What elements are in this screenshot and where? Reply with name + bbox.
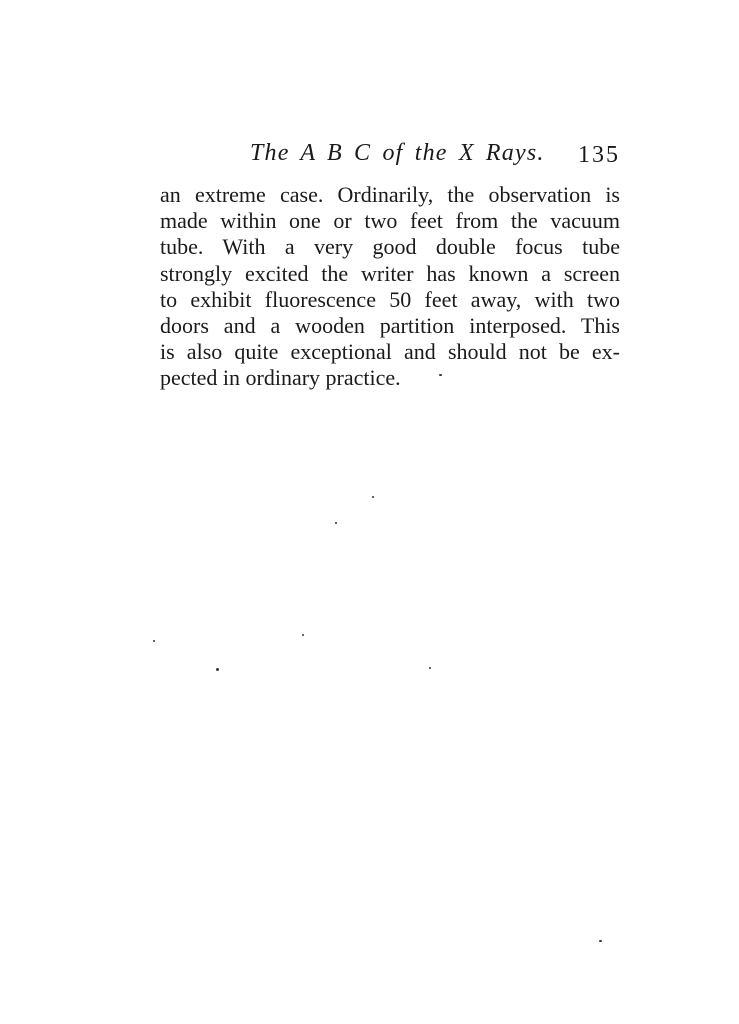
running-head bbox=[160, 140, 620, 170]
text-line: strongly excited the writer has known a screen bbox=[160, 260, 620, 286]
scan-speck bbox=[439, 374, 442, 376]
text-line: is also quite exceptional and should not be ex- bbox=[160, 339, 620, 365]
text-line: doors and a wooden partition interposed. This bbox=[160, 312, 620, 338]
text-line: an extreme case. Ordinarily, the observation is bbox=[160, 182, 620, 207]
text-line: to exhibit fluorescence 50 feet away, with two bbox=[160, 286, 620, 312]
scan-speck bbox=[599, 940, 602, 942]
scan-speck bbox=[429, 667, 431, 669]
text-line: tube. With a very good double focus tube bbox=[160, 234, 620, 260]
scan-speck bbox=[335, 522, 337, 524]
scan-speck bbox=[153, 640, 155, 642]
page-number: 135 bbox=[578, 142, 620, 168]
scan-speck bbox=[302, 634, 304, 636]
text-line: made within one or two feet from the vacuum bbox=[160, 208, 620, 234]
running-title: The A B C of the X Rays. bbox=[250, 140, 545, 166]
scan-speck bbox=[216, 668, 219, 671]
text-line: pected in ordinary practice. bbox=[160, 365, 401, 391]
scan-speck bbox=[372, 496, 374, 498]
body-paragraph bbox=[160, 182, 620, 392]
